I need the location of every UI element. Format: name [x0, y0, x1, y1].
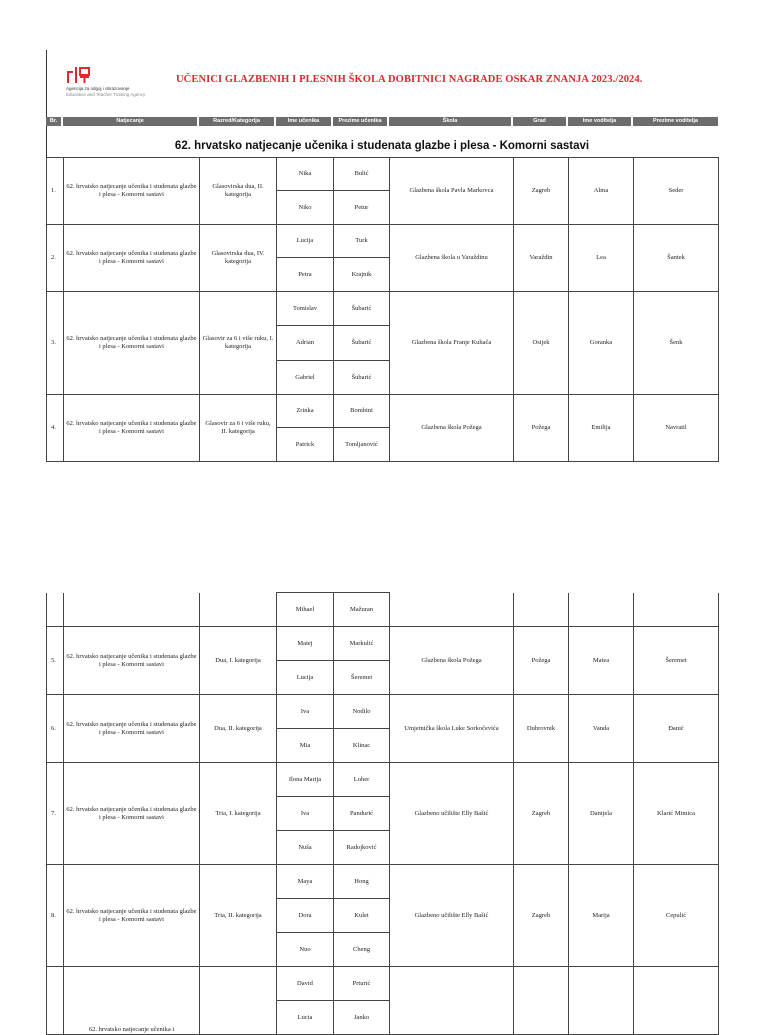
col-header-mentor-first: Ime voditelja — [568, 117, 633, 126]
entry-competition: 62. hrvatsko natjecanje učenika i studenata glazbe i plesa - Komorni sastavi — [64, 627, 200, 695]
table-row — [47, 225, 719, 258]
entry-category: Tria, I. kategorija — [200, 763, 277, 865]
entry-number: 7. — [47, 763, 64, 865]
student-last-name: Bombini — [334, 395, 390, 428]
mentor-first-name: Alma — [569, 158, 634, 225]
mentor-last-name: Šantek — [634, 225, 719, 292]
entry-number: 1. — [47, 158, 64, 225]
entry-city: Požega — [514, 395, 569, 462]
col-header-no: Br. — [46, 117, 63, 126]
page-2 — [0, 592, 768, 1033]
entry-number-cont — [47, 593, 64, 627]
entry-category: Glasovirska dua, II. kategorija — [200, 158, 277, 225]
entry-number: 4. — [47, 395, 64, 462]
entry-competition: 62. hrvatsko natjecanje učenika i studenata glazbe i plesa - Komorni sastavi — [64, 292, 200, 395]
student-first-name: Maya — [277, 865, 334, 899]
student-first-name: Petra — [277, 258, 334, 292]
student-first-name: Matej — [277, 627, 334, 661]
entry-category: Glasovirska dua, IV. kategorija — [200, 225, 277, 292]
student-first-name: Gabriel — [277, 361, 334, 395]
student-first-name: Iva — [277, 695, 334, 729]
table-row — [47, 627, 719, 661]
entry-competition: 62. hrvatsko natjecanje učenika i studenata glazbe i plesa - Komorni sastavi — [64, 225, 200, 292]
entry-category — [200, 967, 277, 1035]
entry-city: Zagreb — [514, 865, 569, 967]
student-last-name: Krajnik — [334, 258, 390, 292]
entry-school: Glazbena škola Franje Kuhača — [390, 292, 514, 395]
entry-category: Glasovir za 6 i više ruku, II. kategorija — [200, 395, 277, 462]
mentor-first-name: Marija — [569, 865, 634, 967]
entry-city-cont — [514, 593, 569, 627]
awards-table-page-2 — [46, 592, 719, 1035]
mentor-last-name: Navratil — [634, 395, 719, 462]
section-title: 62. hrvatsko natjecanje učenika i studenata glazbe i plesa - Komorni sastavi — [174, 140, 590, 152]
table-row — [47, 967, 719, 1001]
mentor-first-name: Matea — [569, 627, 634, 695]
awards-table-page-1 — [46, 157, 719, 462]
entry-number: 5. — [47, 627, 64, 695]
student-first-name: Nika — [277, 158, 334, 191]
entry-number: 6. — [47, 695, 64, 763]
mentor-first-name: Danijela — [569, 763, 634, 865]
entry-number: 2. — [47, 225, 64, 292]
student-last-name: Šeremet — [334, 661, 390, 695]
col-header-mentor-last: Prezime voditelja — [653, 118, 698, 124]
student-first-name: David — [277, 967, 334, 1001]
entry-city — [514, 967, 569, 1035]
student-first-name: Zrinka — [277, 395, 334, 428]
entry-competition: 62. hrvatsko natjecanje učenika i studenata glazbe i plesa - Komorni sastavi — [64, 763, 200, 865]
student-last-name: Prturić — [334, 967, 390, 1001]
mentor-last-name: Šenk — [634, 292, 719, 395]
student-last-name: Pandurić — [334, 797, 390, 831]
entry-competition: 62. hrvatsko natjecanje učenika i studenata glazbe i plesa - Komorni sastavi — [64, 395, 200, 462]
entry-competition: 62. hrvatsko natjecanje učenika i studenata glazbe i plesa - Komorni sastavi — [64, 158, 200, 225]
entry-competition: 62. hrvatsko natjecanje učenika i studenata glazbe i plesa - Komorni sastavi — [64, 695, 200, 763]
mentor-last-name: Seder — [634, 158, 719, 225]
entry-city: Dubrovnik — [514, 695, 569, 763]
agency-logo-icon — [66, 66, 92, 84]
student-last-name: Cheng — [334, 933, 390, 967]
student-first-name: Lucija — [277, 225, 334, 258]
student-first-name: Dora — [277, 899, 334, 933]
student-last-name: Nodilo — [334, 695, 390, 729]
student-first-name: Iva — [277, 797, 334, 831]
student-last-name: Janko — [334, 1001, 390, 1035]
entry-category: Glasovir za 6 i više ruku, I. kategorija — [200, 292, 277, 395]
student-last-name: Turk — [334, 225, 390, 258]
entry-number: 8. — [47, 865, 64, 967]
entry-city: Varaždin — [514, 225, 569, 292]
student-first-name: Tomislav — [277, 292, 334, 326]
document-header — [62, 64, 722, 104]
student-last-name: Mažuran — [334, 593, 390, 627]
agency-name-hr: Agencija za odgoj i obrazovanje — [66, 86, 130, 91]
entry-category: Dua, I. kategorija — [200, 627, 277, 695]
mentor-last-name: Klarić Mimica — [634, 763, 719, 865]
col-header-city: Grad — [513, 117, 568, 126]
student-last-name: Kulet — [334, 899, 390, 933]
mentor-first-name — [569, 967, 634, 1035]
entry-school: Glazbeno učilište Elly Bašić — [390, 865, 514, 967]
col-header-first-name: Ime učenika — [276, 117, 333, 126]
entry-school — [390, 967, 514, 1035]
mentor-first-name: Lea — [569, 225, 634, 292]
entry-school: Glazbena škola Požega — [390, 627, 514, 695]
student-last-name: Klinac — [334, 729, 390, 763]
entry-city: Osijek — [514, 292, 569, 395]
table-row — [47, 292, 719, 326]
entry-category: Tria, II. kategorija — [200, 865, 277, 967]
student-first-name: Nuo — [277, 933, 334, 967]
entry-school-cont — [390, 593, 514, 627]
entry-competition: 62. hrvatsko natjecanje učenika i — [64, 967, 200, 1035]
student-last-name: Petur — [334, 191, 390, 225]
entry-competition-cont — [64, 593, 200, 627]
student-last-name: Bulić — [334, 158, 390, 191]
mentor-last-name-cont — [634, 593, 719, 627]
entry-city: Zagreb — [514, 763, 569, 865]
col-header-competition: Natjecanje — [63, 117, 199, 126]
table-row — [47, 395, 719, 428]
entry-competition: 62. hrvatsko natjecanje učenika i studenata glazbe i plesa - Komorni sastavi — [64, 865, 200, 967]
entry-school: Glazbena škola Pavla Markovca — [390, 158, 514, 225]
document-title: UČENICI GLAZBENIH I PLESNIH ŠKOLA DOBITNICI NAGRADE OSKAR ZNANJA 2023./2024. — [176, 74, 643, 85]
mentor-last-name — [634, 967, 719, 1035]
entry-category: Dua, II. kategorija — [200, 695, 277, 763]
student-last-name: Šubarić — [334, 361, 390, 395]
mentor-first-name: Vanda — [569, 695, 634, 763]
col-header-category: Razred/Kategorija — [199, 117, 276, 126]
student-first-name: Niko — [277, 191, 334, 225]
mentor-last-name: Cepulić — [634, 865, 719, 967]
table-row — [47, 158, 719, 191]
column-header-bar — [46, 117, 718, 126]
entry-city: Zagreb — [514, 158, 569, 225]
student-first-name: Mia — [277, 729, 334, 763]
student-last-name: Tomljanović — [334, 428, 390, 462]
col-header-school: Škola — [389, 117, 513, 126]
student-last-name: Loher — [334, 763, 390, 797]
student-first-name: Adrian — [277, 326, 334, 361]
entry-number — [47, 967, 64, 1035]
entry-school: Glazbeno učilište Elly Bašić — [390, 763, 514, 865]
student-first-name: Nuša — [277, 831, 334, 865]
student-first-name: Mihael — [277, 593, 334, 627]
agency-name — [66, 86, 145, 98]
student-first-name: Ilona Marija — [277, 763, 334, 797]
mentor-first-name-cont — [569, 593, 634, 627]
mentor-first-name: Emilija — [569, 395, 634, 462]
mentor-first-name: Goranka — [569, 292, 634, 395]
mentor-last-name: Šeremet — [634, 627, 719, 695]
student-first-name: Patrick — [277, 428, 334, 462]
student-first-name: Lucija — [277, 661, 334, 695]
entry-school: Glazbena škola u Varaždinu — [390, 225, 514, 292]
table-row — [47, 865, 719, 899]
entry-number: 3. — [47, 292, 64, 395]
entry-category-cont — [200, 593, 277, 627]
student-last-name: Šubarić — [334, 326, 390, 361]
page-1 — [0, 0, 768, 460]
student-last-name: Hong — [334, 865, 390, 899]
student-first-name: Lucia — [277, 1001, 334, 1035]
student-last-name: Šubarić — [334, 292, 390, 326]
mentor-last-name: Đanić — [634, 695, 719, 763]
col-header-last-name: Prezime učenika — [333, 117, 389, 126]
table-row — [47, 593, 719, 627]
table-row — [47, 695, 719, 729]
entry-school: Glazbena škola Požega — [390, 395, 514, 462]
table-row — [47, 763, 719, 797]
entry-city: Požega — [514, 627, 569, 695]
student-last-name: Markulić — [334, 627, 390, 661]
entry-school: Umjetnička škola Luke Sorkočevića — [390, 695, 514, 763]
student-last-name: Radojković — [334, 831, 390, 865]
agency-name-en: Education and Teacher Training Agency — [66, 92, 146, 97]
